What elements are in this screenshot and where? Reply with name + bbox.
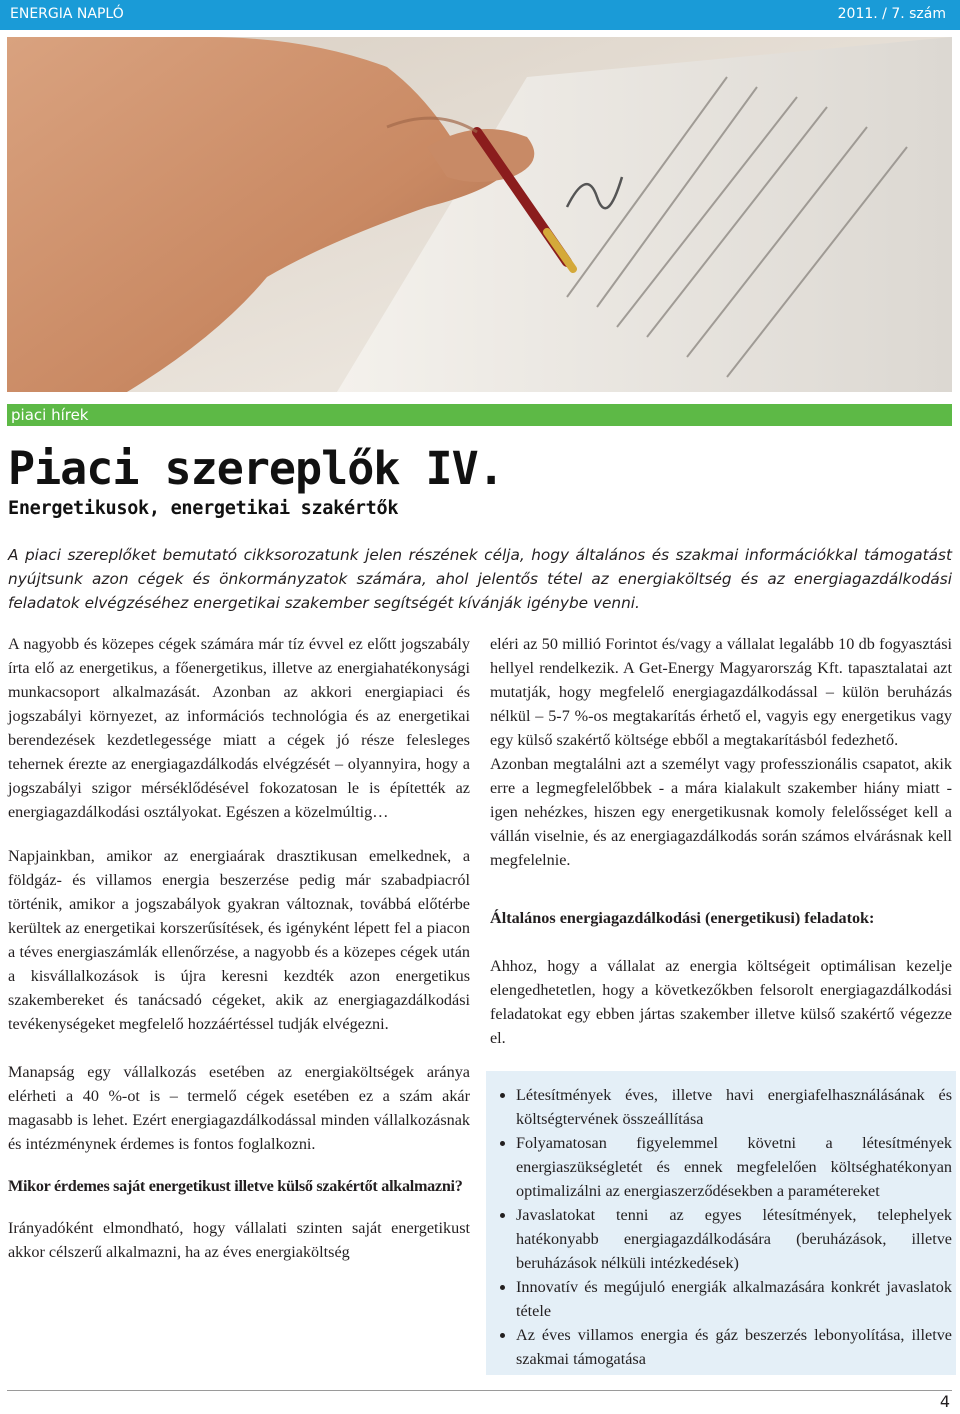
- page-number: 4: [939, 1392, 950, 1411]
- article-subtitle: Energetikusok, energetikai szakértők: [8, 498, 399, 519]
- tasks-box: [486, 1071, 956, 1375]
- paragraph: Ahhoz, hogy a vállalat az energia költségeit optimálisan kezelje elengedhetetlen, hogy a következőkben felsorolt energiagazdálkodási feladatokat egy ebben jártas szakember illetve külső szakértő végezze el.: [490, 957, 952, 1047]
- paragraph: Manapság egy vállalkozás esetében az energiaköltségek aránya elérheti a 40 %-ot is – termelő cégek esetében ez a szám akár magasabb is lehet. Ezért energiagazdálkodással minden vállalkozásnak és intézménynek érdemes is fontos foglalkozni.: [8, 1063, 470, 1153]
- magazine-name: ENERGIA NAPLÓ: [10, 6, 124, 22]
- tasks-list: [486, 1071, 956, 1371]
- paragraph: Azonban megtalálni azt a személyt vagy professzionális csapatot, akik erre a legmegfelelőbbek - a mára kialakult szakember hiány miatt - igen nehézkes, hiszen egy energetikusnak komoly felelősséget kell a vállán viselnie, és az energiagazdálkodás során számos elvárásnak kell megfelelnie.: [490, 755, 952, 869]
- list-item: • Innovatív és megújuló energiák alkalmazására konkrét javaslatok tétele: [516, 1275, 956, 1323]
- paragraph: Irányadóként elmondható, hogy vállalati szinten saját energetikust akkor célszerű alkalmazni, ha az éves energiaköltség: [8, 1219, 470, 1261]
- list-item: • Az éves villamos energia és gáz beszerzés lebonyolítása, illetve szakmai támogatása: [516, 1323, 956, 1371]
- question-heading: Mikor érdemes saját energetikust illetve külső szakértőt alkalmazni?: [8, 1177, 463, 1195]
- hand-signing-document-photo: [7, 37, 952, 392]
- right-column: [490, 632, 952, 1050]
- article-title: Piaci szereplők IV.: [8, 442, 504, 495]
- photo-illustration: [7, 37, 952, 392]
- section-label: piaci hírek: [11, 406, 89, 424]
- paragraph: eléri az 50 millió Forintot és/vagy a vállalat legalább 10 db fogyasztási hellyel rendelkezik. A Get-Energy Magyarország Kft. tapasztalatai azt mutatják, hogy megfelelő energiagazdálkodással – külön beruházás nélkül – 5-7 %-os megtakarítás érhető el, vagyis egy energetikus vagy egy külső szakértő költsége ebből a megtakarításból fedezhető.: [490, 635, 952, 749]
- paragraph: Napjainkban, amikor az energiaárak drasztikusan emelkednek, a földgáz- és villamos energia beszerzése pedig már szabadpiacról történik, amikor a jogszabályok gyakran változnak, továbbá előtérbe kerültek az energetikai korszerűsítések, és igényként lépett fel a piacon a téves energiaszámlák ellenőrzése, a nagyobb és a közepes cégek után a kisvállalkozások is újra keresni kezdték azon energetikus szakembereket és tanácsadó cégeket, akik az energiagazdálkodási tevékenységeket megfelelő hozzáértéssel tudják elvégezni.: [8, 847, 470, 1033]
- article-lead: A piaci szereplőket bemutató cikksorozatunk jelen részének célja, hogy általános és szakmai információkkal támogatást nyújtsunk azon cégek és önkormányzatok számára, ahol jelentős tétel az energiaköltség és az energiagazdálkodási feladatok elvégzéséhez energetikai szakember segítségét kívánják igénybe venni.: [8, 546, 952, 612]
- magazine-header: [0, 0, 960, 30]
- list-item: • Folyamatosan figyelemmel követni a létesítmények energiaszükségletét és ennek megfelelően költséghatékonyan optimalizálni az energiaszerződésekben a paramétereket: [516, 1131, 956, 1203]
- tasks-heading: Általános energiagazdálkodási (energetikusi) feladatok:: [490, 909, 875, 927]
- list-item: • Létesítmények éves, illetve havi energiafelhasználásának és költségtervének összeállítása: [516, 1083, 956, 1131]
- section-label-bar: [7, 404, 952, 426]
- left-column: [8, 632, 470, 1264]
- issue-number: 2011. / 7. szám: [837, 6, 946, 22]
- list-item: • Javaslatokat tenni az egyes létesítmények, telephelyek hatékonyabb energiagazdálkodására (beruházások, illetve beruházások nélküli intézkedések): [516, 1203, 956, 1275]
- paragraph: A nagyobb és közepes cégek számára már tíz évvel ez előtt jogszabály írta elő az energetikus, a főenergetikus, illetve az energiahatékonysági munkacsoport alkalmazását. Azonban az akkori energiapiaci és jogszabályi környezet, az információs technológia és az energetikai berendezések kezdetlegessége miatt a cégek jó része felesleges tehernek érezte az energiagazdálkodás elvégzését – olyannyira, hogy a jogszabályi szigor mérséklődésével fokozatosan le is építették az energiagazdálkodási osztályokat. Egészen a közelmúltig…: [8, 635, 470, 821]
- footer-divider: [7, 1390, 952, 1391]
